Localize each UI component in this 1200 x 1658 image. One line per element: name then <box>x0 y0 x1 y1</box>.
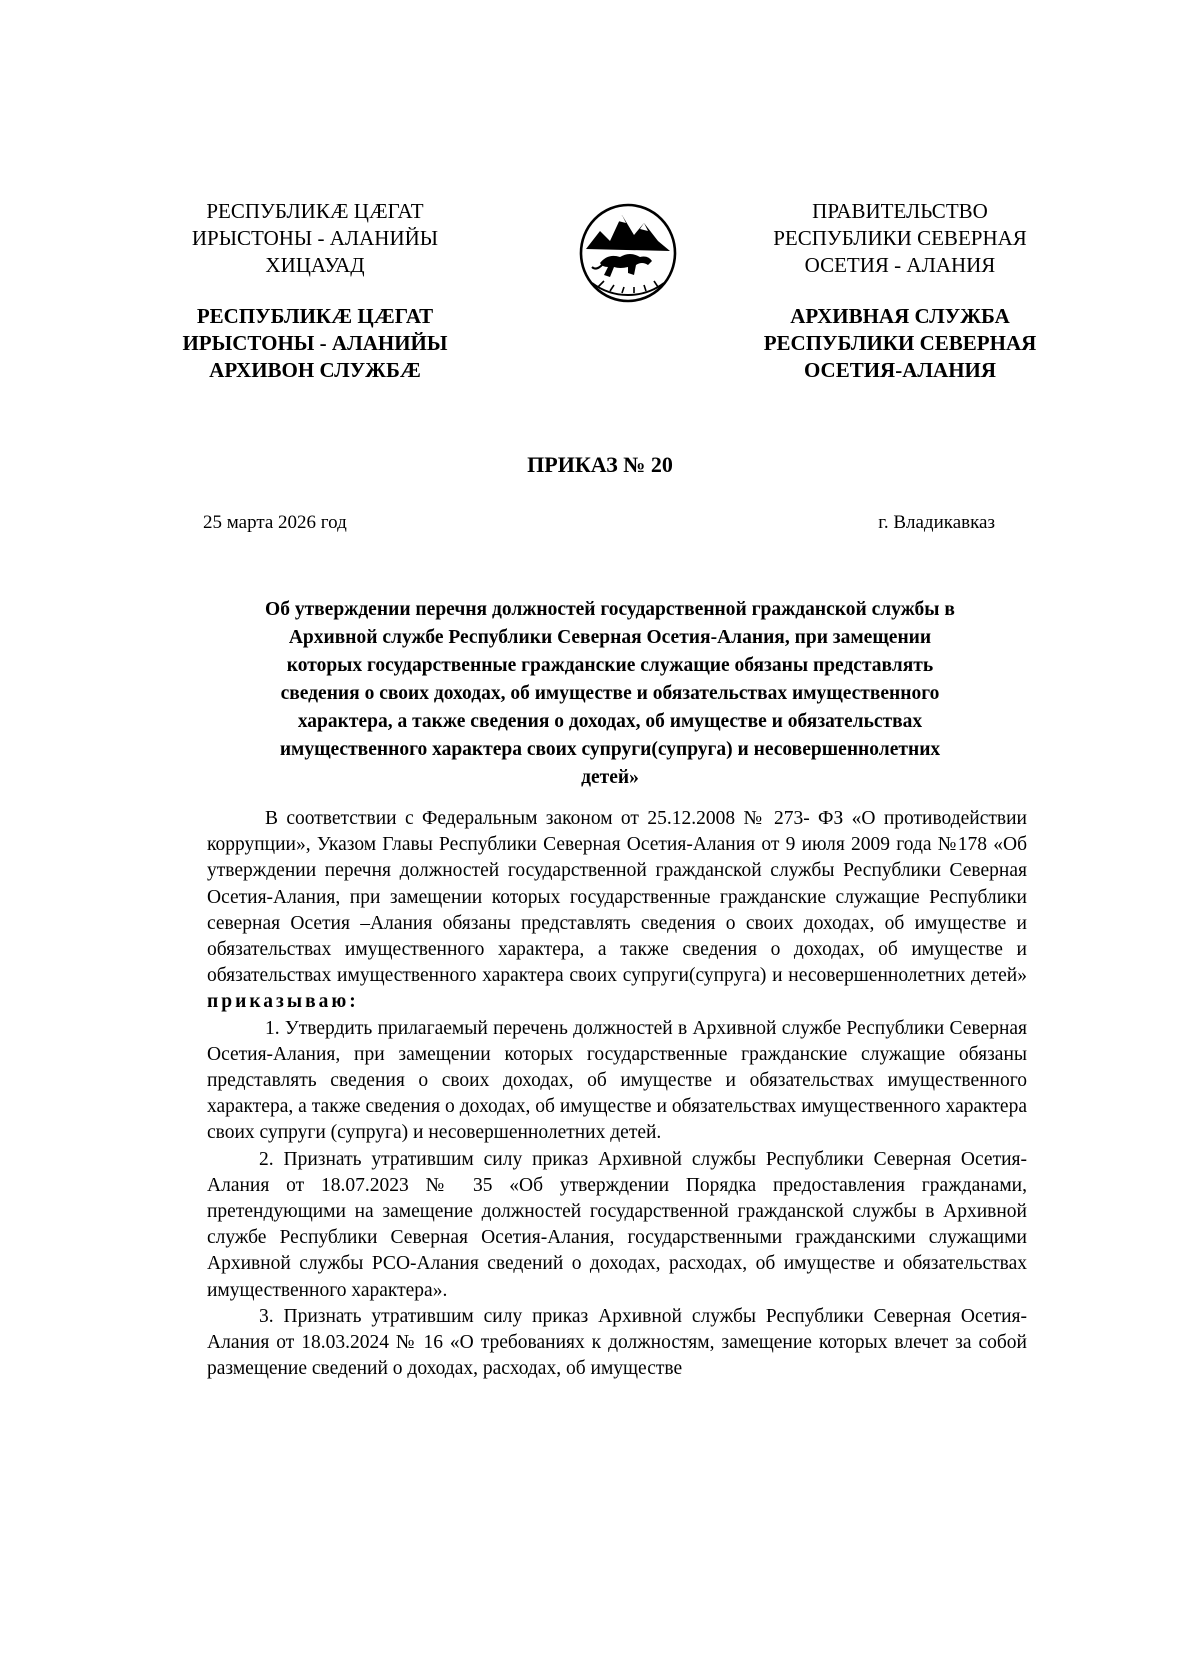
order-title: ПРИКАЗ № 20 <box>527 452 673 477</box>
body-item-1: 1. Утвердить прилагаемый перечень должностей в Архивной службе Республики Северная Осетия-Алания, при замещении которых государственные гражданские служащие обязаны представлять сведения о своих доходах, об имуществе и обязательствах имущественного характера, а также сведения о доходах, об имуществе и обязательствах имущественного характера своих супруги (супруга) и несовершеннолетних детей. <box>207 1017 1027 1144</box>
body-intro-text: В соответствии с Федеральным законом от 25.12.2008 № 273- ФЗ «О противодействии коррупции», Указом Главы Республики Северная Осетия-Алания от 9 июля 2009 года №178 «Об утверждении перечня должностей государственной гражданской службы Республики Северная Осетия-Алания, при замещении которых государственные гражданские служащие Республики северная Осетия –Алания обязаны представлять сведения о своих доходах, об имуществе и обязательствах имущественного характера, а также сведения о доходах, об имуществе и обязательствах имущественного характера своих супруги(супруга) и несовершеннолетних детей» <box>207 808 1027 987</box>
subject-line: детей» <box>581 767 639 788</box>
header-right-agency <box>745 303 1055 384</box>
header-left-agency <box>165 303 465 384</box>
order-word: приказываю: <box>207 991 359 1013</box>
header-right-russian <box>745 198 1055 384</box>
header-left-agency-line: РЕСПУБЛИКÆ ЦÆГАТ <box>196 304 434 328</box>
header-right-line: ОСЕТИЯ - АЛАНИЯ <box>804 253 996 277</box>
body-item-2: 2. Признать утратившим силу приказ Архивной службы Республики Северная Осетия-Алания от 18.07.2023 № 35 «Об утверждении Порядка предоставления гражданами, претендующими на замещение должностей государственной гражданской службы в Архивной службе Республики Северная Осетия-Алания, государственными гражданскими служащими Архивной службы РСО-Алания сведений о доходах, расходах, об имуществе и обязательствах имущественного характера». <box>207 1148 1027 1301</box>
subject-line: Об утверждении перечня должностей государственной гражданской службы в <box>265 599 955 620</box>
header-left-line: ИРЫСТОНЫ - АЛАНИЙЫ <box>191 226 439 250</box>
header-left-line: РЕСПУБЛИКÆ ЦÆГАТ <box>206 199 424 223</box>
header-right-agency-line: ОСЕТИЯ-АЛАНИЯ <box>803 358 997 382</box>
order-body <box>207 806 1027 1382</box>
header-right-agency-line: АРХИВНАЯ СЛУЖБА <box>790 304 1010 328</box>
order-subject <box>190 596 1030 792</box>
subject-line: которых государственные гражданские служащие обязаны представлять <box>286 655 934 676</box>
order-date: 25 марта 2026 год <box>203 512 347 533</box>
body-item-3: 3. Признать утратившим силу приказ Архивной службы Республики Северная Осетия-Алания от 18.03.2024 № 16 «О требованиях к должностям, замещение которых влечет за собой размещение сведений о доходах, расходах, об имуществе <box>207 1305 1027 1380</box>
subject-line: Архивной службе Республики Северная Осетия-Алания, при замещении <box>288 627 932 648</box>
header-left-agency-line: АРХИВОН СЛУЖБÆ <box>209 358 421 382</box>
order-city: г. Владикавказ <box>878 512 995 533</box>
header-right-agency-line: РЕСПУБЛИКИ СЕВЕРНАЯ <box>763 331 1037 355</box>
header-left-agency-line: ИРЫСТОНЫ - АЛАНИЙЫ <box>182 331 448 355</box>
coat-of-arms-icon <box>578 201 678 305</box>
subject-line: сведения о своих доходах, об имуществе и обязательствах имущественного <box>280 683 940 704</box>
header-left-ossetian <box>165 198 465 384</box>
subject-line: имущественного характера своих супруги(супруга) и несовершеннолетних <box>279 739 941 760</box>
header-right-line: РЕСПУБЛИКИ СЕВЕРНАЯ <box>773 226 1027 250</box>
header-left-line: ХИЦАУАД <box>265 253 365 277</box>
subject-line: характера, а также сведения о доходах, об имуществе и обязательствах <box>297 711 923 732</box>
header-right-line: ПРАВИТЕЛЬСТВО <box>812 199 988 223</box>
body-intro-paragraph <box>207 806 1027 1016</box>
